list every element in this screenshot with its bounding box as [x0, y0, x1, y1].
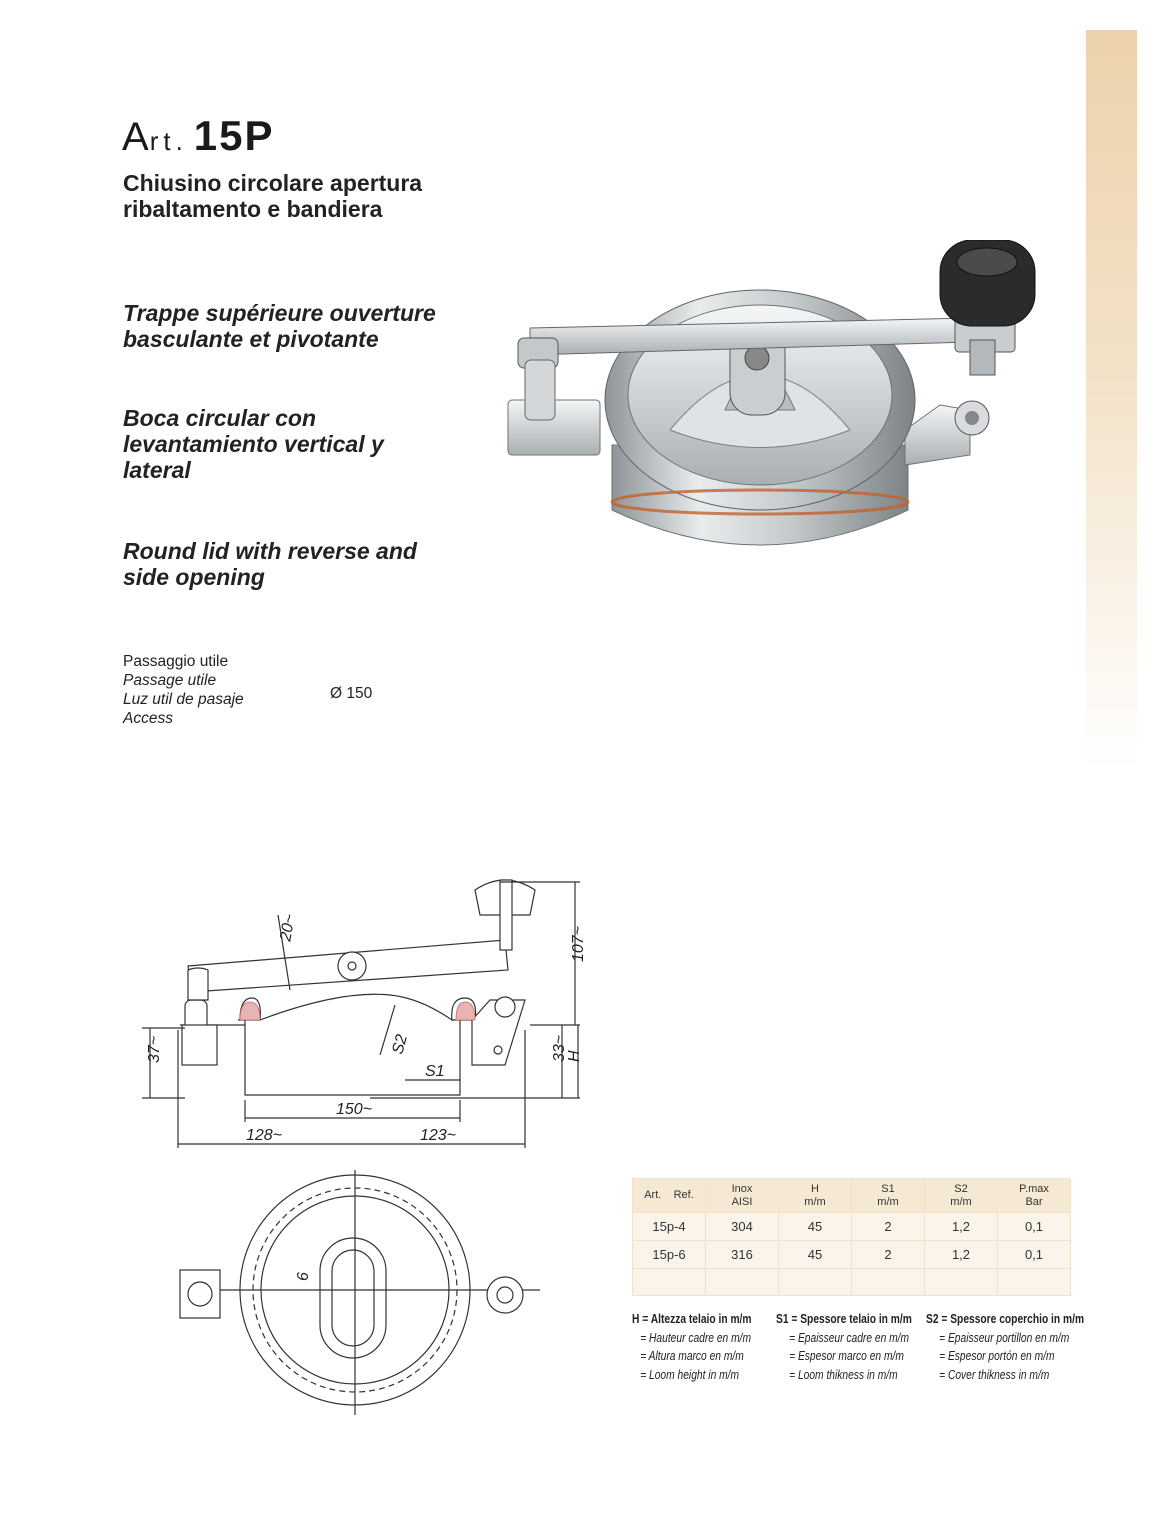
access-label-en: Access	[123, 710, 173, 727]
table-row: 15p-4 304 45 2 1,2 0,1	[633, 1213, 1071, 1241]
header-ref: Ref.	[673, 1189, 694, 1201]
dimension-label-128: 128~	[246, 1127, 283, 1144]
description-english	[123, 538, 417, 590]
access-value: Ø 150	[330, 685, 373, 702]
header-pmax: P.max Bar	[998, 1179, 1071, 1213]
table-header-row	[633, 1179, 1071, 1213]
description-line: lateral	[123, 457, 191, 483]
header-art: Art.	[644, 1189, 662, 1201]
description-line: Round lid with reverse and	[123, 538, 417, 564]
specifications-table	[632, 1178, 1071, 1296]
dimension-label-6: 6	[295, 1272, 312, 1281]
dimension-label-h: H	[566, 1050, 583, 1062]
table-row: 15p-6 316 45 2 1,2 0,1	[633, 1241, 1071, 1269]
article-prefix-rest: rt.	[149, 126, 188, 156]
access-label-es: Luz util de pasaje	[123, 691, 244, 708]
description-line: ribaltamento e bandiera	[123, 196, 383, 222]
article-prefix-initial: A	[122, 115, 150, 159]
description-line: Trappe supérieure ouverture	[123, 300, 436, 326]
description-spanish	[123, 405, 384, 483]
header-s2: S2 m/m	[925, 1179, 998, 1213]
description-line: Chiusino circolare apertura	[123, 170, 423, 196]
description-french	[123, 300, 436, 352]
description-line: Boca circular con	[123, 405, 317, 431]
technical-drawing	[120, 870, 600, 1440]
header-art-ref	[633, 1179, 706, 1213]
dimension-label-150: 150~	[336, 1101, 373, 1118]
article-title	[122, 112, 275, 160]
access-label-fr: Passage utile	[123, 672, 217, 689]
dimension-label-s2: S2	[389, 1032, 411, 1057]
description-italian	[123, 170, 422, 222]
description-line: levantamiento vertical y	[123, 431, 384, 457]
decorative-side-band	[1086, 30, 1137, 770]
article-number: 15P	[193, 112, 275, 159]
product-photo	[500, 240, 1040, 580]
header-inox: Inox AISI	[706, 1179, 779, 1213]
legend-s1: S1 = Spessore telaio in m/m = Epaisseur cadre en m/m = Espesor marco en m/m = Loom thikness in m/m	[776, 1312, 912, 1382]
dimension-label-37: 37~	[146, 1035, 163, 1063]
header-s1: S1 m/m	[852, 1179, 925, 1213]
description-line: side opening	[123, 564, 265, 590]
dimension-label-s1: S1	[425, 1063, 445, 1080]
dimension-label-107: 107~	[570, 925, 587, 962]
table-row-empty	[633, 1269, 1071, 1296]
description-line: basculante et pivotante	[123, 326, 379, 352]
dimension-label-20: 20~	[277, 912, 299, 943]
dimension-label-33: 33~	[551, 1034, 568, 1062]
legend-h: H = Altezza telaio in m/m = Hauteur cadre en m/m = Altura marco en m/m = Loom height in m/m	[632, 1312, 752, 1382]
header-h: H m/m	[779, 1179, 852, 1213]
access-label-it: Passaggio utile	[123, 653, 229, 670]
legend-s2: S2 = Spessore coperchio in m/m = Epaisseur portillon en m/m = Espesor portón en m/m = Cover thikness in m/m	[926, 1312, 1085, 1382]
dimension-label-123: 123~	[420, 1127, 457, 1144]
access-labels	[123, 652, 244, 728]
